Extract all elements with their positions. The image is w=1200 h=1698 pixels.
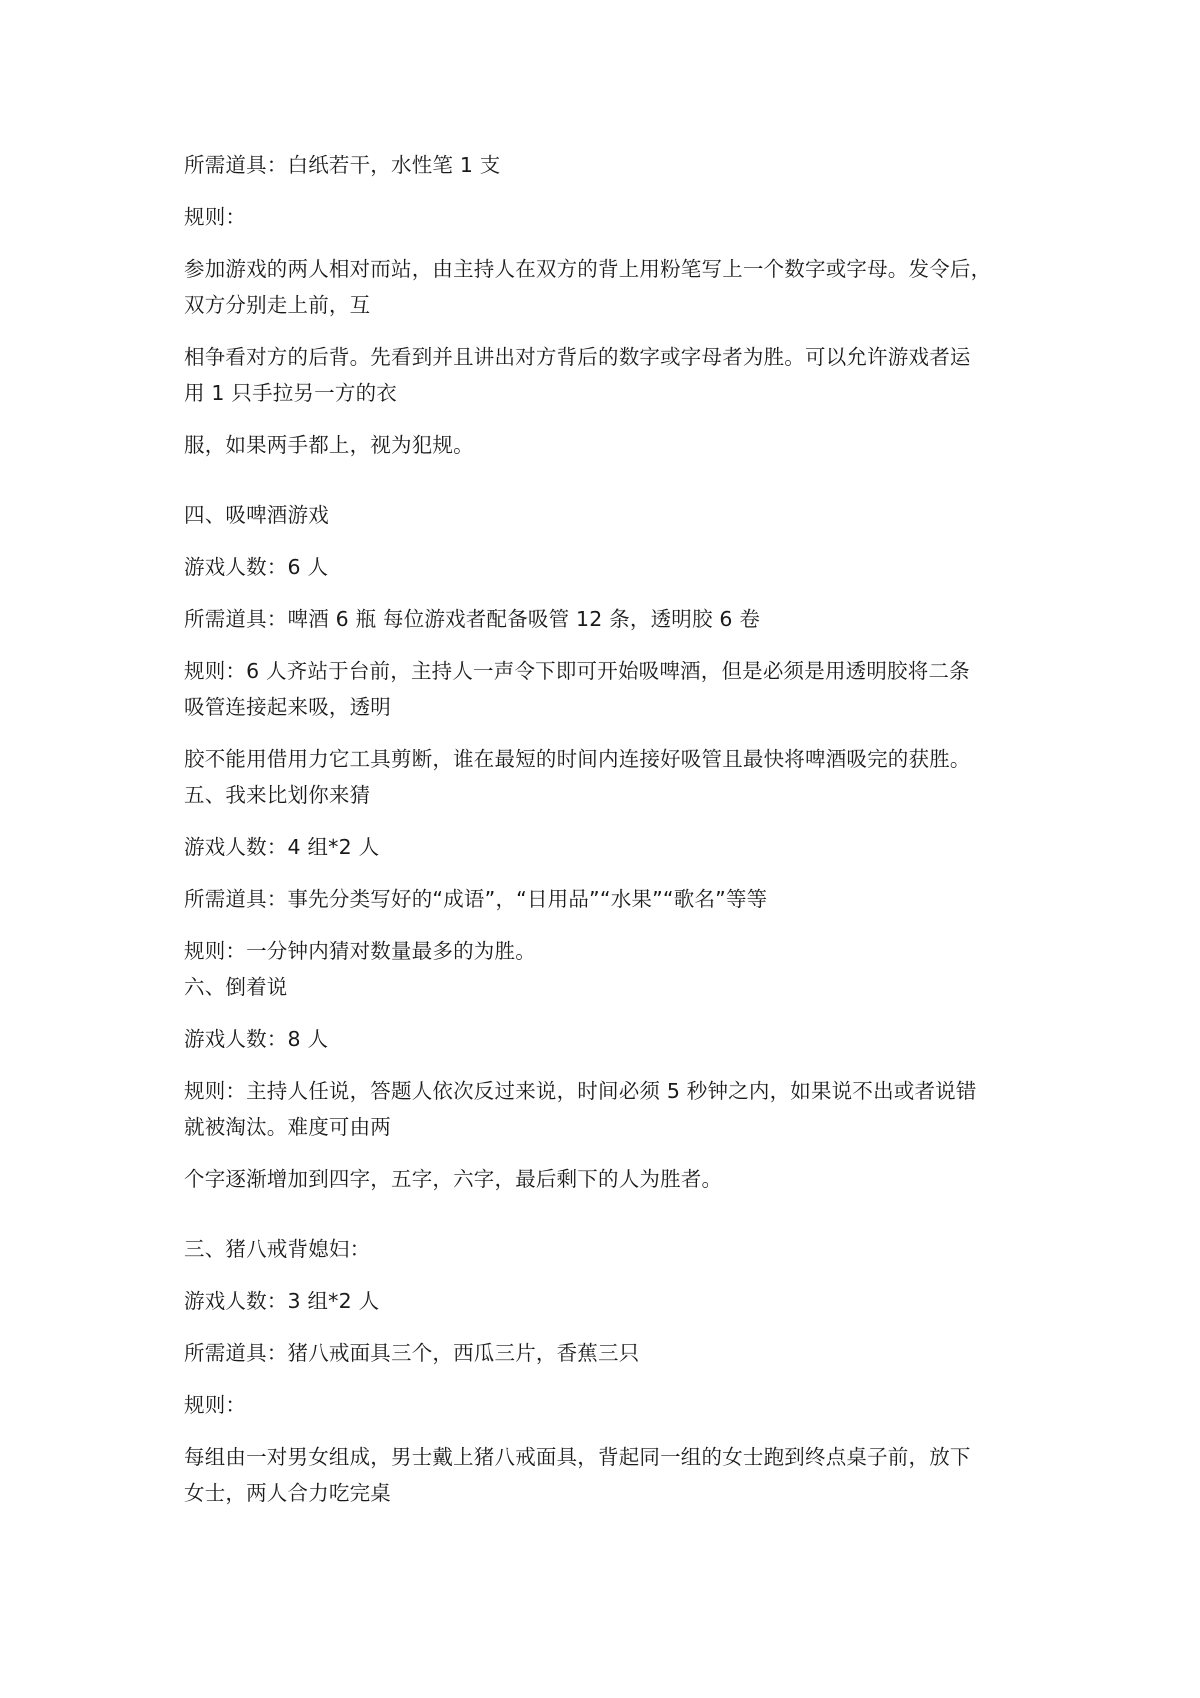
section-heading: 三、猪八戒背媳妇： [184,1237,371,1261]
text-line: 规则：主持人任说，答题人依次反过来说，时间必须 5 秒钟之内，如果说不出或者说错 [184,1079,977,1103]
text-line: 参加游戏的两人相对而站，由主持人在双方的背上用粉笔写上一个数字或字母。发令后， [184,257,992,281]
text-line: 吸管连接起来吸，透明 [184,695,391,719]
text-line: 所需道具：啤酒 6 瓶 每位游戏者配备吸管 12 条，透明胶 6 卷 [184,607,761,631]
text-line: 胶不能用借用力它工具剪断，谁在最短的时间内连接好吸管且最快将啤酒吸完的获胜。 [184,747,971,771]
text-line: 服，如果两手都上，视为犯规。 [184,433,474,457]
text-line: 所需道具：事先分类写好的“成语”，“日用品”“水果”“歌名”等等 [184,887,768,911]
section-heading: 四、吸啤酒游戏 [184,503,329,527]
section-heading: 五、我来比划你来猜 [184,783,371,807]
text-line: 所需道具：白纸若干，水性笔 1 支 [184,153,501,177]
section-heading: 六、倒着说 [184,975,288,999]
text-line: 游戏人数：8 人 [184,1027,329,1051]
text-line: 就被淘汰。难度可由两 [184,1115,391,1139]
text-line: 女士，两人合力吃完桌 [184,1481,391,1505]
text-line: 游戏人数：6 人 [184,555,329,579]
text-line: 规则：一分钟内猜对数量最多的为胜。 [184,939,536,963]
text-line: 个字逐渐增加到四字，五字，六字，最后剩下的人为胜者。 [184,1167,723,1191]
text-line: 规则： [184,205,247,229]
text-line: 所需道具：猪八戒面具三个，西瓜三片，香蕉三只 [184,1341,640,1365]
text-line: 用 1 只手拉另一方的衣 [184,381,397,405]
text-line: 相争看对方的后背。先看到并且讲出对方背后的数字或字母者为胜。可以允许游戏者运 [184,345,971,369]
text-line: 每组由一对男女组成，男士戴上猪八戒面具，背起同一组的女士跑到终点桌子前，放下 [184,1445,971,1469]
text-line: 规则：6 人齐站于台前，主持人一声令下即可开始吸啤酒，但是必须是用透明胶将二条 [184,659,970,683]
text-line: 双方分别走上前，互 [184,293,371,317]
text-line: 规则： [184,1393,247,1417]
text-line: 游戏人数：4 组*2 人 [184,835,380,859]
text-line: 游戏人数：3 组*2 人 [184,1289,380,1313]
